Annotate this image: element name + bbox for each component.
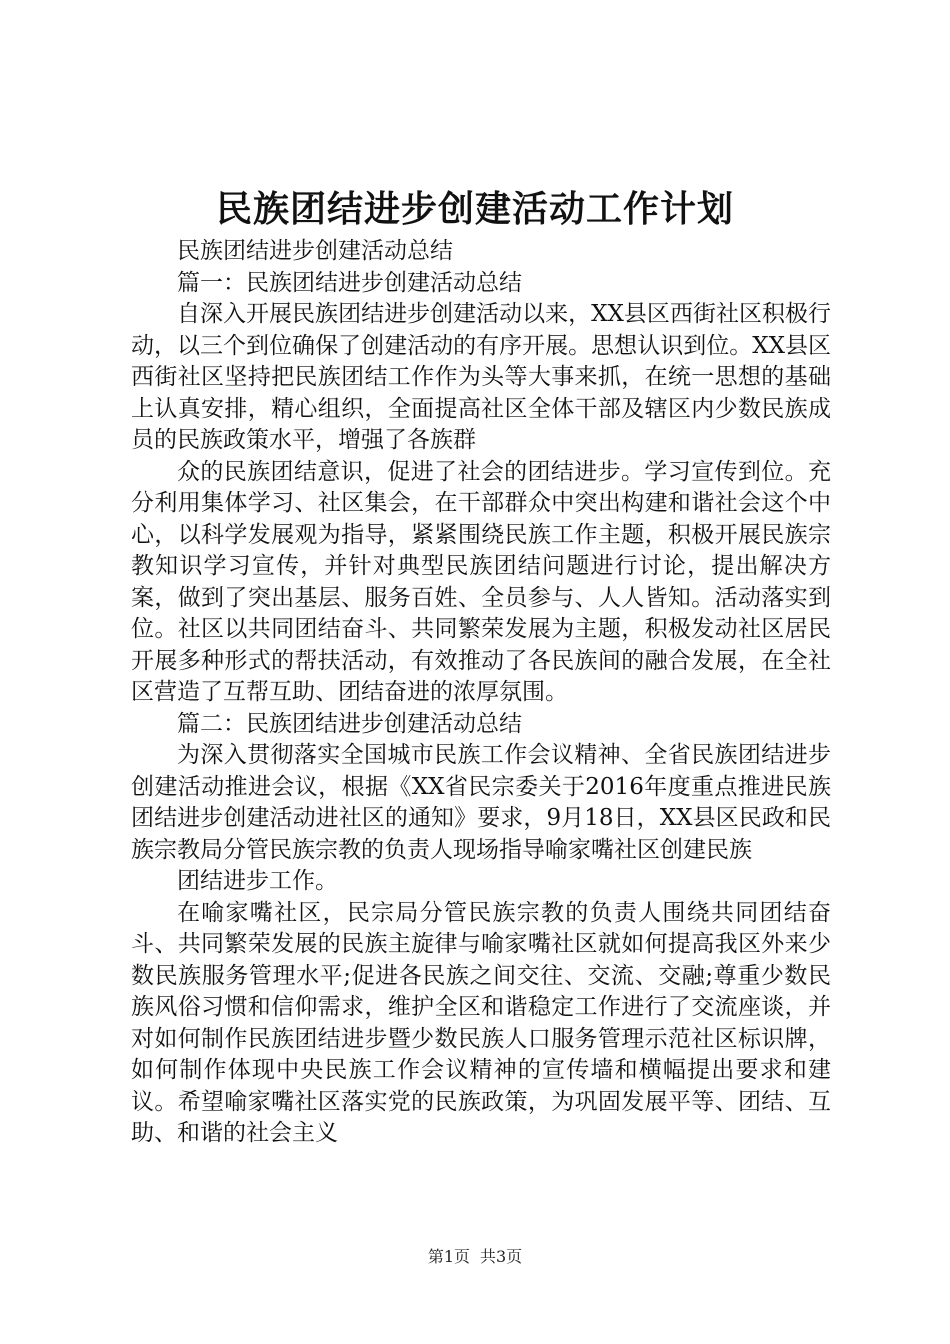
paragraph-part-one-body-1: 自深入开展民族团结进步创建活动以来，XX县区西街社区积极行动，以三个到位确保了创建活动的有序开展。思想认识到位。XX县区西街社区坚持把民族团结工作作为头等大事来抓，在统一思想的基础上认真安排，精心组织，全面提高社区全体干部及辖区内少数民族成员的民族政策水平，增强了各族群 (131, 301, 831, 453)
document-body (131, 236, 831, 1150)
paragraph-part-one-body-2: 众的民族团结意识，促进了社会的团结进步。学习宣传到位。充分利用集体学习、社区集会，在干部群众中突出构建和谐社会这个中心，以科学发展观为指导，紧紧围绕民族工作主题，积极开展民族宗教知识学习宣传，并针对典型民族团结问题进行讨论，提出解决方案，做到了突出基层、服务百姓、全员参与、人人皆知。活动落实到位。社区以共同团结奋斗、共同繁荣发展为主题，积极发动社区居民开展多种形式的帮扶活动，有效推动了各民族间的融合发展，在全社区营造了互帮互助、团结奋进的浓厚氛围。 (131, 458, 831, 705)
page-number: 第1页 (427, 1247, 470, 1266)
paragraph-part-two-body-3: 在喻家嘴社区，民宗局分管民族宗教的负责人围绕共同团结奋斗、共同繁荣发展的民族主旋律与喻家嘴社区就如何提高我区外来少数民族服务管理水平;促进各民族之间交往、交流、交融;尊重少数民族风俗习惯和信仰需求，维护全区和谐稳定工作进行了交流座谈，并对如何制作民族团结进步暨少数民族人口服务管理示范社区标识牌，如何制作体现中央民族工作会议精神的宣传墙和横幅提出要求和建议。希望喻家嘴社区落实党的民族政策，为巩固发展平等、团结、互助、和谐的社会主义 (131, 899, 831, 1146)
paragraph-part-two-heading: 篇二：民族团结进步创建活动总结 (177, 710, 522, 737)
page-total: 共3页 (480, 1247, 523, 1266)
paragraph-part-two-body-2: 团结进步工作。 (177, 868, 338, 894)
paragraph-part-one-heading: 篇一：民族团结进步创建活动总结 (177, 269, 522, 296)
page-footer (0, 1247, 950, 1267)
document-title: 民族团结进步创建活动工作计划 (215, 188, 734, 230)
paragraph-summary-heading: 民族团结进步创建活动总结 (177, 238, 453, 264)
paragraph-part-two-body-1: 为深入贯彻落实全国城市民族工作会议精神、全省民族团结进步创建活动推进会议，根据《XX省民宗委关于2016年度重点推进民族团结进步创建活动进社区的通知》要求，9月18日，XX县区民政和民族宗教局分管民族宗教的负责人现场指导喻家嘴社区创建民族 (131, 742, 831, 863)
